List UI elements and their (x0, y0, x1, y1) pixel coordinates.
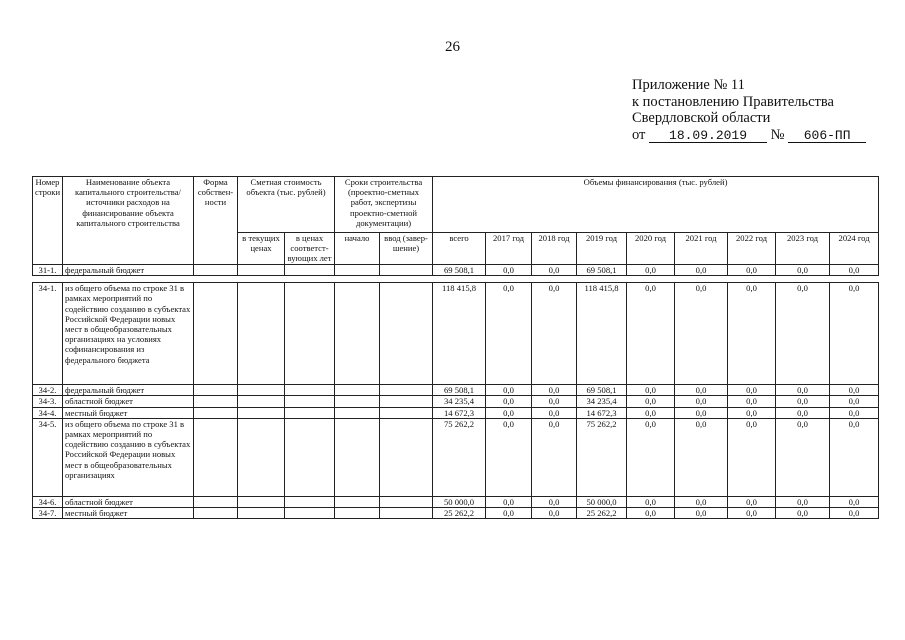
header-financing: Объемы финансирования (тыс. рублей) (433, 177, 879, 233)
row-year-value: 34 235,4 (577, 396, 627, 407)
row-year-value: 0,0 (776, 407, 830, 418)
table-gap (33, 276, 879, 283)
row-year-value: 0,0 (627, 508, 675, 519)
row-year-value: 0,0 (486, 396, 532, 407)
financing-table (32, 176, 879, 519)
row-year-value: 0,0 (776, 396, 830, 407)
row-year-value: 0,0 (532, 265, 577, 276)
row-term-end-cell (380, 508, 433, 519)
row-year-value: 0,0 (486, 265, 532, 276)
row-cost-matching-cell (285, 283, 335, 385)
row-year-value: 0,0 (728, 265, 776, 276)
row-year-value: 0,0 (627, 396, 675, 407)
row-term-end-cell (380, 283, 433, 385)
row-year-value: 0,0 (830, 265, 879, 276)
row-year-value: 0,0 (776, 418, 830, 496)
header-construction-terms: Сроки строительства (проектно-сметных работ, экспертизы проектно-сметной документации) (335, 177, 433, 233)
table-row (33, 407, 879, 418)
row-year-value: 0,0 (532, 385, 577, 396)
row-name: федеральный бюджет (63, 385, 194, 396)
row-cost-matching-cell (285, 508, 335, 519)
row-cost-current-cell (238, 496, 285, 507)
row-year-value: 69 508,1 (577, 265, 627, 276)
row-cost-current-cell (238, 418, 285, 496)
row-year-value: 25 262,2 (577, 508, 627, 519)
row-year-value: 0,0 (675, 508, 728, 519)
appendix-region: Свердловской области (632, 110, 771, 126)
row-total: 69 508,1 (433, 385, 486, 396)
row-term-start-cell (335, 265, 380, 276)
header-estimated-cost: Сметная стоимость объекта (тыс. рублей) (238, 177, 335, 233)
row-name: областной бюджет (63, 496, 194, 507)
row-year-value: 0,0 (486, 496, 532, 507)
row-year-value: 0,0 (675, 265, 728, 276)
row-year-value: 0,0 (830, 496, 879, 507)
header-year: 2018 год (532, 233, 577, 265)
row-year-value: 75 262,2 (577, 418, 627, 496)
row-year-value: 0,0 (776, 385, 830, 396)
row-code: 34-5. (33, 418, 63, 496)
row-year-value: 0,0 (830, 407, 879, 418)
row-year-value: 0,0 (728, 283, 776, 385)
row-year-value: 0,0 (728, 496, 776, 507)
row-year-value: 0,0 (830, 385, 879, 396)
row-total: 34 235,4 (433, 396, 486, 407)
row-year-value: 0,0 (532, 418, 577, 496)
row-code: 34-3. (33, 396, 63, 407)
header-year: 2024 год (830, 233, 879, 265)
row-year-value: 0,0 (532, 496, 577, 507)
header-year: 2021 год (675, 233, 728, 265)
row-cost-matching-cell (285, 396, 335, 407)
row-cost-current-cell (238, 396, 285, 407)
header-row-number: Номер строки (33, 177, 63, 265)
header-ownership-form: Форма собствен-ности (194, 177, 238, 265)
table-row (33, 265, 879, 276)
row-term-start-cell (335, 283, 380, 385)
row-year-value: 0,0 (532, 508, 577, 519)
row-cost-matching-cell (285, 265, 335, 276)
row-term-start-cell (335, 418, 380, 496)
header-term-end: ввод (завер-шение) (380, 233, 433, 265)
table-row (33, 283, 879, 385)
row-year-value: 0,0 (776, 283, 830, 385)
row-year-value: 0,0 (627, 265, 675, 276)
row-code: 34-2. (33, 385, 63, 396)
row-year-value: 0,0 (627, 385, 675, 396)
table-row (33, 508, 879, 519)
row-term-start-cell (335, 496, 380, 507)
row-cost-current-cell (238, 508, 285, 519)
appendix-reference: к постановлению Правительства (632, 93, 834, 110)
header-year: 2017 год (486, 233, 532, 265)
row-year-value: 0,0 (486, 407, 532, 418)
row-term-start-cell (335, 508, 380, 519)
header-cost-matching: в ценах соответст-вующих лет (285, 233, 335, 265)
row-code: 34-1. (33, 283, 63, 385)
row-year-value: 0,0 (728, 396, 776, 407)
row-code: 34-4. (33, 407, 63, 418)
row-ownership-cell (194, 496, 238, 507)
page-number: 26 (445, 39, 460, 55)
header-cost-current: в текущих ценах (238, 233, 285, 265)
row-year-value: 0,0 (675, 283, 728, 385)
header-year: 2023 год (776, 233, 830, 265)
row-year-value: 0,0 (627, 407, 675, 418)
row-year-value: 0,0 (675, 385, 728, 396)
row-year-value: 0,0 (728, 407, 776, 418)
row-year-value: 0,0 (627, 418, 675, 496)
row-code: 34-7. (33, 508, 63, 519)
table-row (33, 496, 879, 507)
row-year-value: 0,0 (532, 407, 577, 418)
row-year-value: 0,0 (486, 283, 532, 385)
header-total: всего (433, 233, 486, 265)
row-year-value: 69 508,1 (577, 385, 627, 396)
resolution-number: 606-ПП (788, 129, 866, 143)
row-total: 14 672,3 (433, 407, 486, 418)
row-year-value: 0,0 (776, 496, 830, 507)
row-year-value: 0,0 (728, 418, 776, 496)
row-name: федеральный бюджет (63, 265, 194, 276)
row-ownership-cell (194, 265, 238, 276)
row-year-value: 0,0 (675, 407, 728, 418)
row-code: 31-1. (33, 265, 63, 276)
row-cost-current-cell (238, 283, 285, 385)
row-total: 118 415,8 (433, 283, 486, 385)
row-cost-matching-cell (285, 418, 335, 496)
row-ownership-cell (194, 407, 238, 418)
number-label: № (770, 126, 785, 143)
row-year-value: 0,0 (830, 283, 879, 385)
row-year-value: 0,0 (830, 418, 879, 496)
table-gap-cell (33, 276, 879, 283)
table-body (33, 265, 879, 519)
header-term-start: начало (335, 233, 380, 265)
row-year-value: 0,0 (486, 418, 532, 496)
row-code: 34-6. (33, 496, 63, 507)
row-cost-current-cell (238, 265, 285, 276)
from-label: от (632, 126, 646, 143)
row-year-value: 0,0 (675, 396, 728, 407)
row-name: местный бюджет (63, 407, 194, 418)
row-year-value: 0,0 (532, 396, 577, 407)
header-year: 2022 год (728, 233, 776, 265)
row-year-value: 0,0 (627, 283, 675, 385)
row-name: из общего объема по строке 31 в рамках мероприятий по содействию созданию в субъектах Российской Федерации новых мест в общеобразовательных организациях (63, 418, 194, 496)
row-year-value: 0,0 (776, 265, 830, 276)
row-term-end-cell (380, 396, 433, 407)
row-year-value: 118 415,8 (577, 283, 627, 385)
table-row (33, 385, 879, 396)
row-year-value: 0,0 (675, 418, 728, 496)
row-year-value: 0,0 (776, 508, 830, 519)
appendix-date-number-line (632, 127, 866, 144)
row-total: 75 262,2 (433, 418, 486, 496)
row-term-end-cell (380, 418, 433, 496)
row-year-value: 0,0 (830, 396, 879, 407)
row-term-end-cell (380, 407, 433, 418)
row-cost-current-cell (238, 385, 285, 396)
appendix-title: Приложение № 11 (632, 77, 745, 93)
row-cost-matching-cell (285, 496, 335, 507)
appendix-block (632, 77, 866, 143)
row-term-end-cell (380, 385, 433, 396)
row-year-value: 0,0 (486, 508, 532, 519)
header-object-name: Наименование объекта капитального строительства/ источники расходов на финансирование объекта капитального строительства (63, 177, 194, 265)
row-total: 69 508,1 (433, 265, 486, 276)
table-row (33, 418, 879, 496)
row-cost-matching-cell (285, 407, 335, 418)
row-term-end-cell (380, 496, 433, 507)
row-year-value: 50 000,0 (577, 496, 627, 507)
row-year-value: 0,0 (675, 496, 728, 507)
row-year-value: 0,0 (486, 385, 532, 396)
row-term-start-cell (335, 385, 380, 396)
row-cost-current-cell (238, 407, 285, 418)
row-ownership-cell (194, 418, 238, 496)
row-cost-matching-cell (285, 385, 335, 396)
row-name: местный бюджет (63, 508, 194, 519)
table-row (33, 396, 879, 407)
header-year: 2020 год (627, 233, 675, 265)
row-term-start-cell (335, 407, 380, 418)
row-name: областной бюджет (63, 396, 194, 407)
row-total: 25 262,2 (433, 508, 486, 519)
row-year-value: 0,0 (728, 385, 776, 396)
header-year: 2019 год (577, 233, 627, 265)
row-ownership-cell (194, 283, 238, 385)
resolution-date: 18.09.2019 (649, 129, 767, 143)
row-term-start-cell (335, 396, 380, 407)
row-year-value: 0,0 (728, 508, 776, 519)
row-ownership-cell (194, 385, 238, 396)
row-total: 50 000,0 (433, 496, 486, 507)
row-term-end-cell (380, 265, 433, 276)
row-ownership-cell (194, 508, 238, 519)
row-year-value: 0,0 (532, 283, 577, 385)
row-ownership-cell (194, 396, 238, 407)
row-name: из общего объема по строке 31 в рамках мероприятий по содействию созданию в субъектах Российской Федерации новых мест в общеобразовательных организациях на условиях софинансирования из федерального бюджета (63, 283, 194, 385)
row-year-value: 0,0 (830, 508, 879, 519)
row-year-value: 14 672,3 (577, 407, 627, 418)
row-year-value: 0,0 (627, 496, 675, 507)
